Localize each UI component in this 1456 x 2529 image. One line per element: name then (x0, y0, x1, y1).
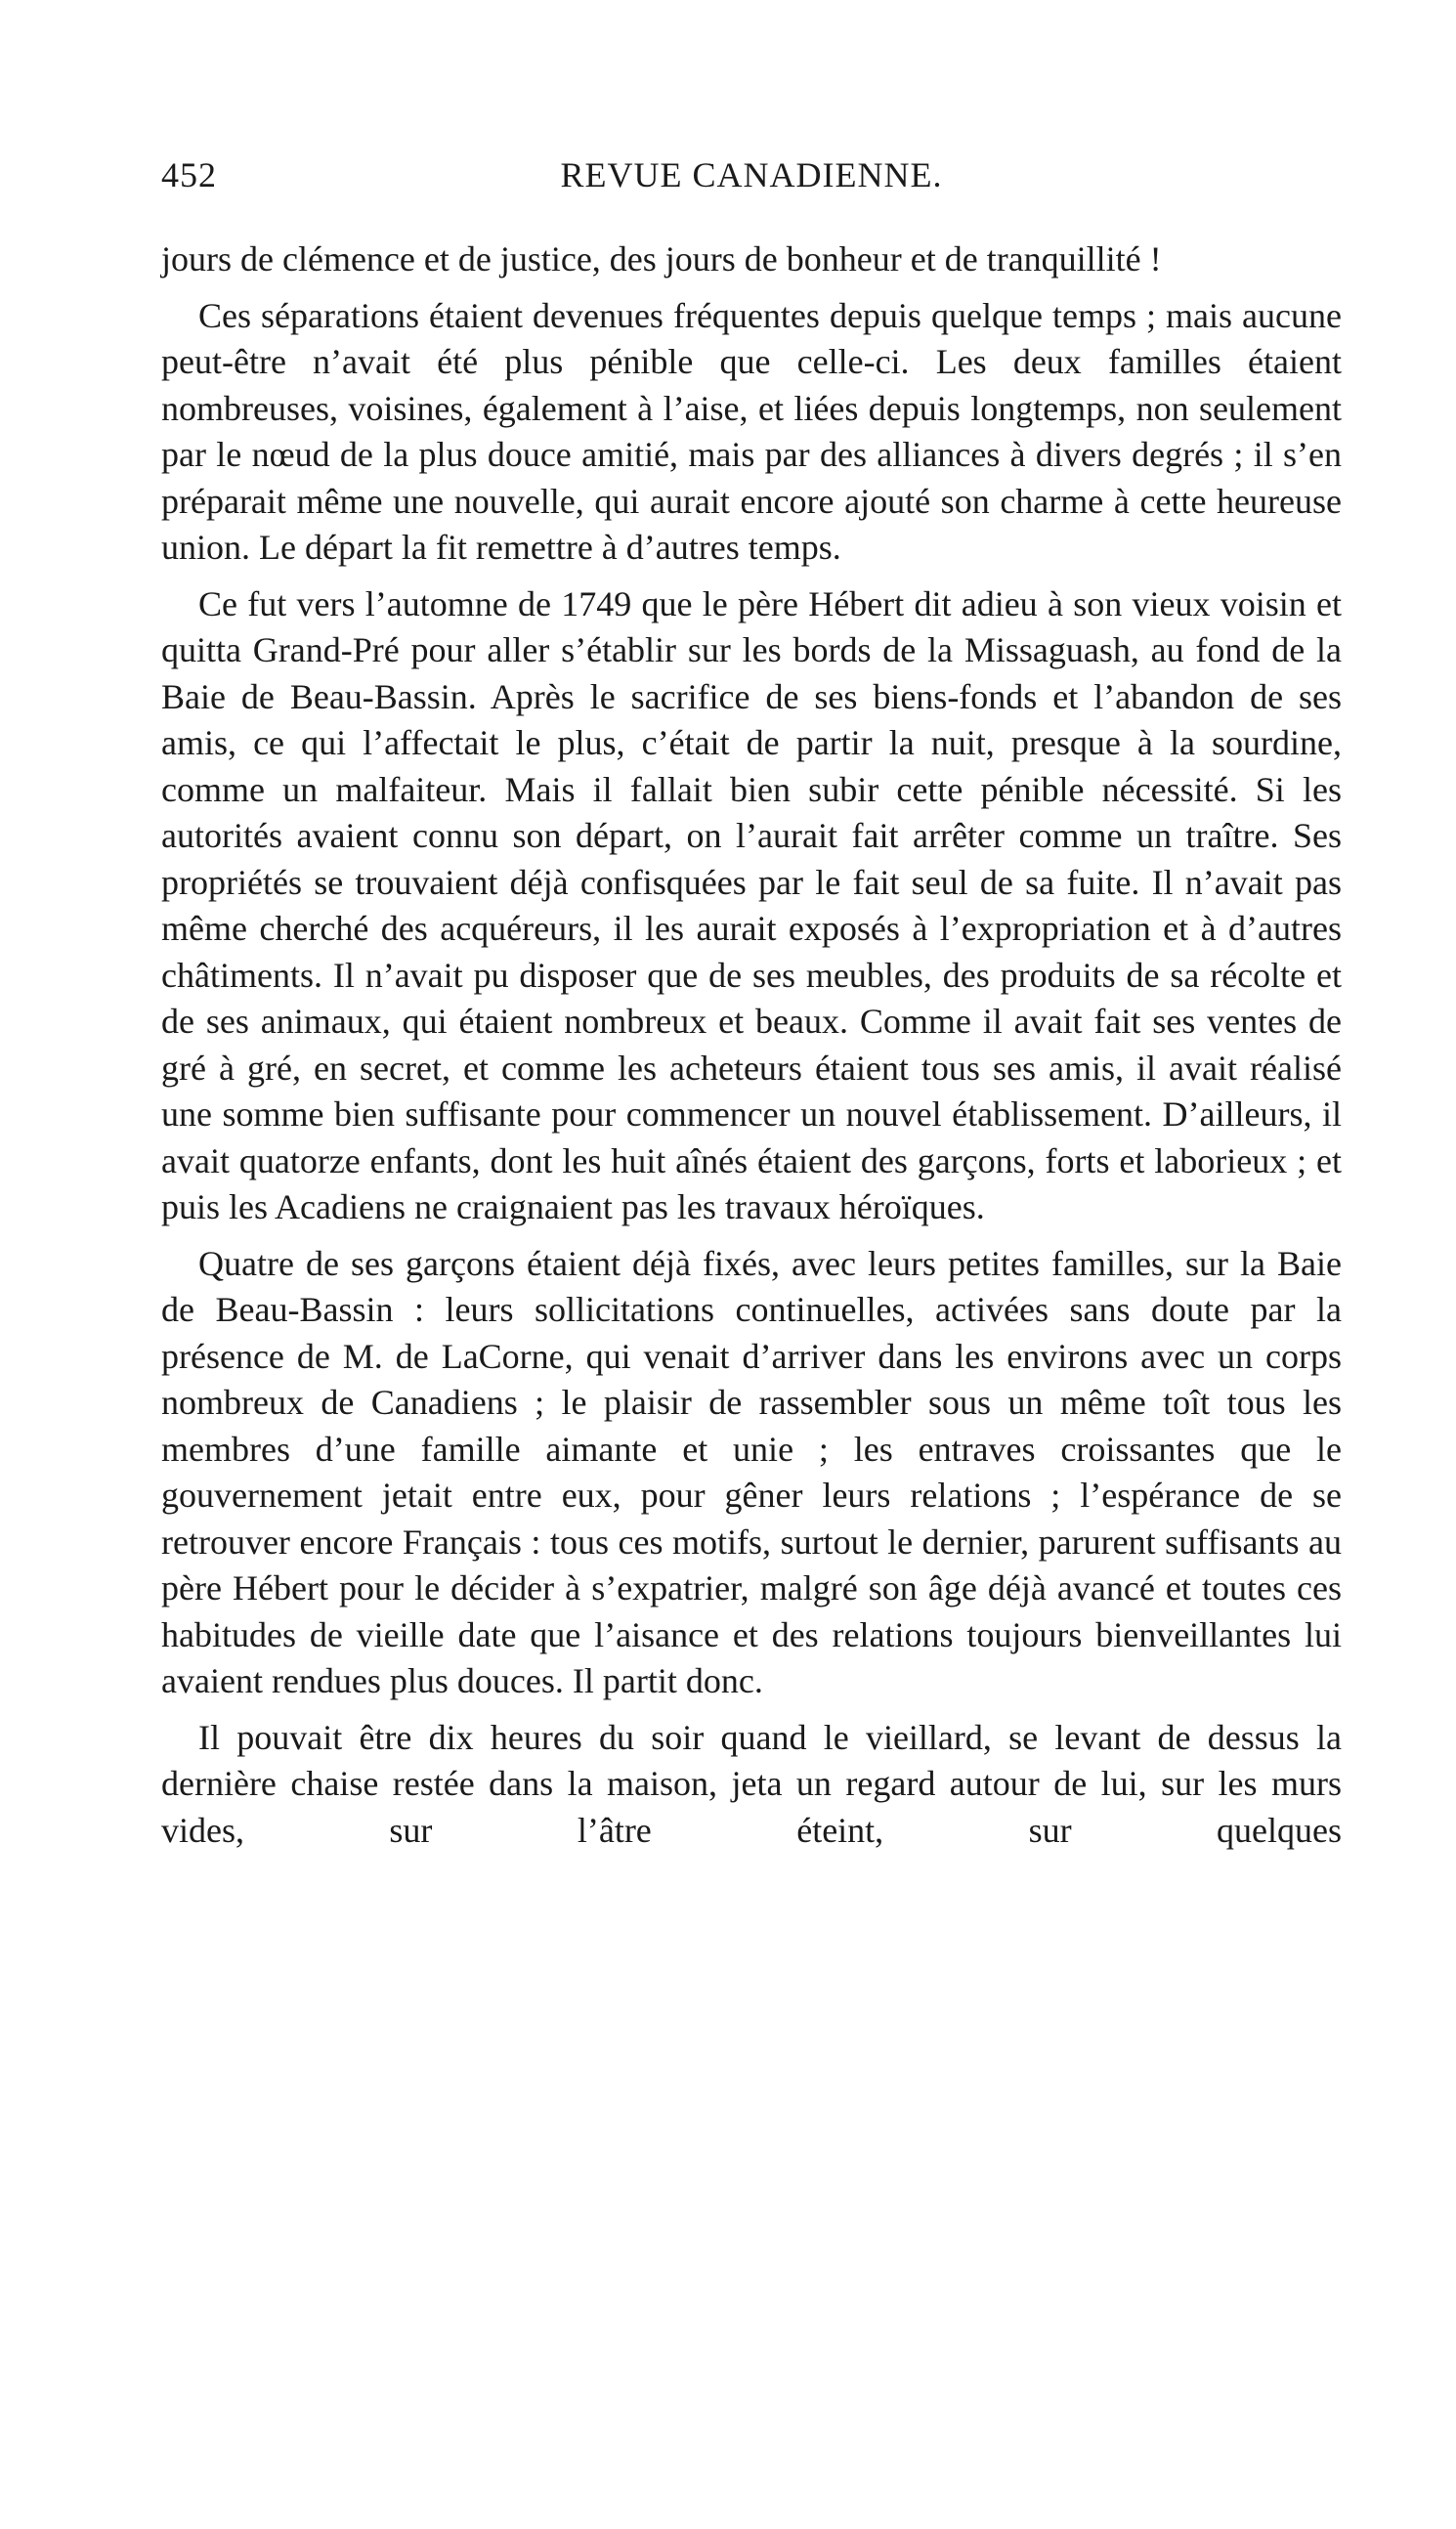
paragraph-continuation: jours de clémence et de justice, des jours de bonheur et de tranquillité ! (161, 239, 1162, 279)
paragraph: Il pouvait être dix heures du soir quand le vieillard, se levant de dessus la dernière chaise restée dans la maison, jeta un regard autour de lui, sur les murs vides, sur l’âtre éteint, sur quelques (161, 1717, 1342, 1850)
running-head (161, 154, 1342, 203)
paragraph: Ce fut vers l’automne de 1749 que le père Hébert dit adieu à son vieux voisin et quitta Grand-Pré pour aller s’établir sur les bords de la Missaguash, au fond de la Baie de Beau-Bassin. Après le sacrifice de ses biens-fonds et l’abandon de ses amis, ce qui l’affectait le plus, c’était de partir la nuit, presque à la sourdine, comme un malfaiteur. Mais il fallait bien subir cette pénible nécessité. Si les autorités avaient connu son départ, on l’aurait fait arrêter comme un traître. Ses propriétés se trouvaient déjà confisquées par le fait seul de sa fuite. Il n’avait pas même cherché des acquéreurs, il les aurait exposés à l’expropriation et à d’autres châtiments. Il n’avait pu disposer que de ses meubles, des produits de sa récolte et de ses animaux, qui étaient nombreux et beaux. Comme il avait fait ses ventes de gré à gré, en secret, et comme les acheteurs étaient tous ses amis, il avait réalisé une somme bien suffisante pour commencer un nouvel établissement. D’ailleurs, il avait quatorze enfants, dont les huit aînés étaient des garçons, forts et laborieux ; et puis les Acadiens ne craignaient pas les travaux héroïques. (161, 583, 1342, 1226)
page-number: 452 (161, 155, 217, 194)
paragraph: Quatre de ses garçons étaient déjà fixés, avec leurs petites familles, sur la Baie de Beau-Bassin : leurs sollicitations continuelles, activées sans doute par la présence de M. de LaCorne, qui venait d’arriver dans les environs avec un corps nombreux de Canadiens ; le plaisir de rassembler sous un même toît tous les membres d’une famille aimante et unie ; les entraves croissantes que le gouvernement jetait entre eux, pour gêner leurs relations ; l’espérance de se retrouver encore Français : tous ces motifs, surtout le dernier, parurent suffisants au père Hébert pour le décider à s’expatrier, malgré son âge déjà avancé et toutes ces habitudes de vieille date que l’aisance et des relations toujours bienveillantes lui avaient rendues plus douces. Il partit donc. (161, 1243, 1342, 1700)
paragraph: Ces séparations étaient devenues fréquentes depuis quelque temps ; mais aucune peut-être n’avait été plus pénible que celle-ci. Les deux familles étaient nombreuses, voisines, également à l’aise, et liées depuis longtemps, non seulement par le nœud de la plus douce amitié, mais par des alliances à divers degrés ; il s’en préparait même une nouvelle, qui aurait encore ajouté son charme à cette heureuse union. Le départ la fit remettre à d’autres temps. (161, 295, 1342, 567)
book-page (161, 154, 1342, 1864)
running-title: REVUE CANADIENNE. (560, 155, 943, 194)
body-text (161, 236, 1342, 1854)
